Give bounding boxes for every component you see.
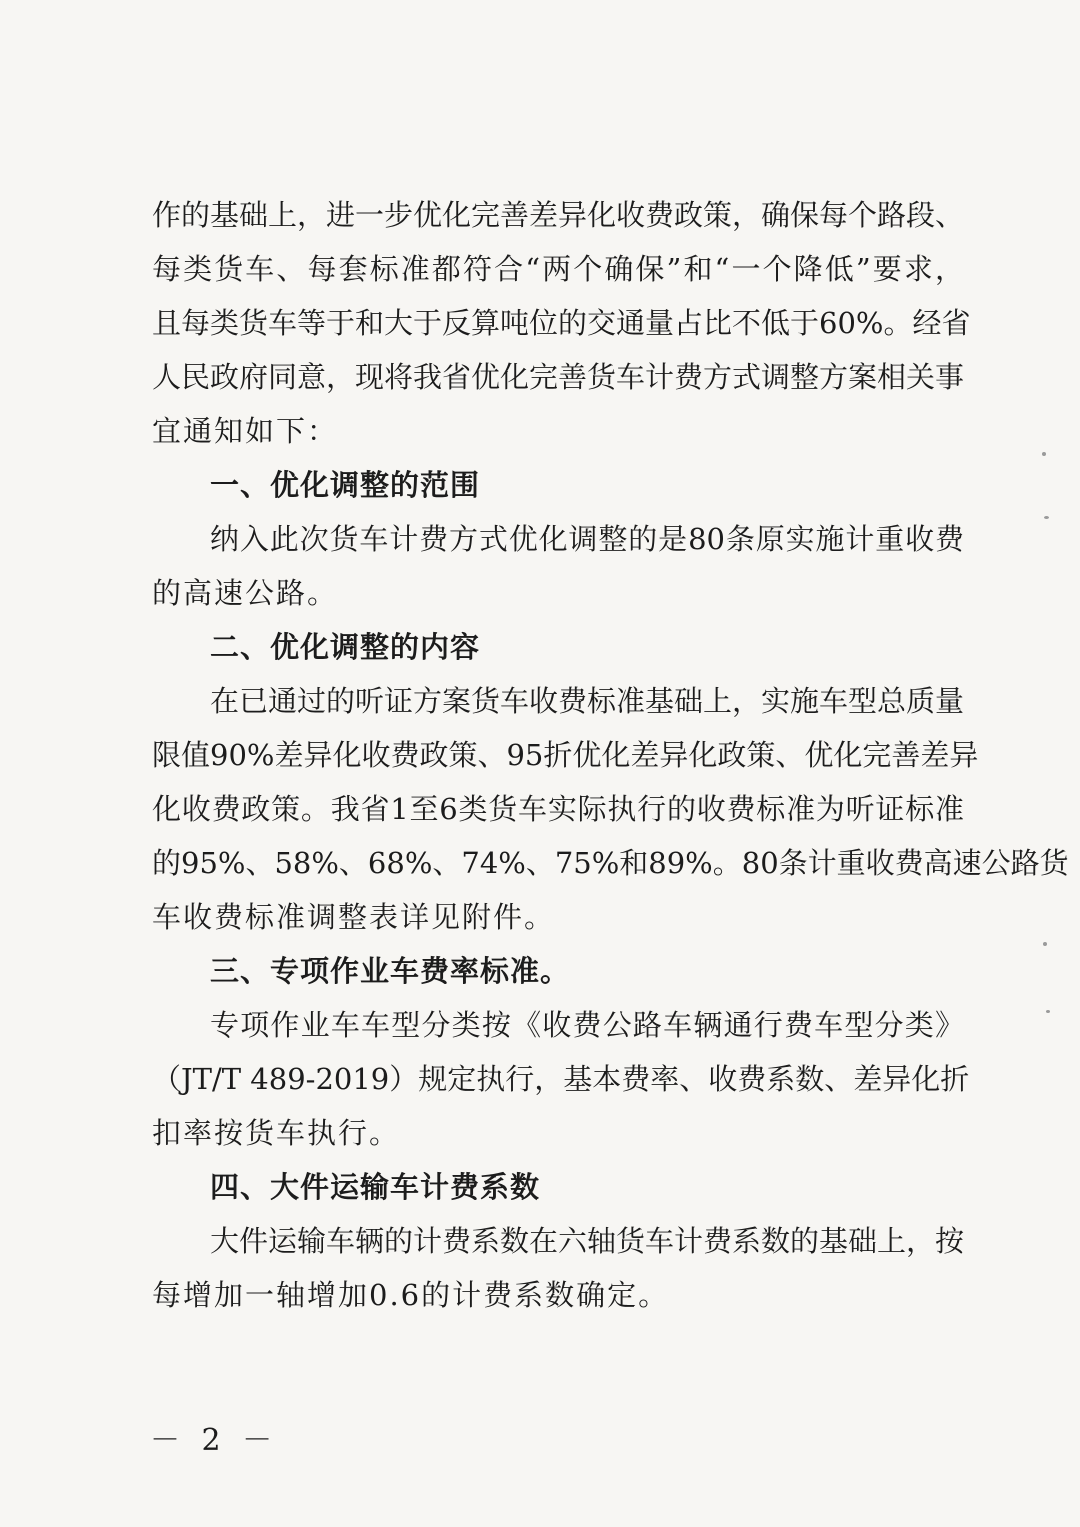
section-heading-3: 三、专项作业车费率标准。 (210, 954, 571, 988)
paragraph-line: 每类货车、每套标准都符合“两个确保”和“一个降低”要求， (152, 252, 964, 286)
document-body (152, 188, 1069, 1322)
page-number: － 2 － (150, 1423, 279, 1458)
paragraph-line: 且每类货车等于和大于反算吨位的交通量占比不低于60%。经省 (152, 306, 971, 340)
paragraph-line: （JT/T 489-2019）规定执行，基本费率、收费系数、差异化折 (152, 1062, 970, 1096)
paragraph-line: 专项作业车车型分类按《收费公路车辆通行费车型分类》 (210, 1008, 964, 1042)
paragraph-line: 纳入此次货车计费方式优化调整的是80条原实施计重收费 (210, 522, 964, 556)
paragraph-line: 的高速公路。 (152, 576, 339, 610)
paragraph-line: 限值90%差异化收费政策、95折优化差异化政策、优化完善差异 (152, 738, 979, 772)
section-heading-2: 二、优化调整的内容 (210, 630, 481, 664)
paragraph-line: 人民政府同意，现将我省优化完善货车计费方式调整方案相关事 (152, 360, 965, 394)
paragraph-line: 扣率按货车执行。 (152, 1116, 401, 1150)
paragraph-line: 作的基础上，进一步优化完善差异化收费政策，确保每个路段、 (152, 198, 965, 232)
paragraph-line: 大件运输车辆的计费系数在六轴货车计费系数的基础上，按 (210, 1224, 965, 1258)
scan-speck (1046, 1010, 1050, 1013)
section-heading-4: 四、大件运输车计费系数 (210, 1170, 541, 1204)
paragraph-line: 的95%、58%、68%、74%、75%和89%。80条计重收费高速公路货 (152, 846, 1069, 880)
section-heading-1: 一、优化调整的范围 (210, 468, 481, 502)
paragraph-line: 在已通过的听证方案货车收费标准基础上，实施车型总质量 (210, 684, 965, 718)
paragraph-line: 宜通知如下： (152, 414, 339, 448)
paragraph-line: 化收费政策。我省1至6类货车实际执行的收费标准为听证标准 (152, 792, 964, 826)
scan-speck (1042, 452, 1046, 456)
paragraph-line: 每增加一轴增加0.6的计费系数确定。 (152, 1278, 670, 1312)
paragraph-line: 车收费标准调整表详见附件。 (152, 900, 556, 934)
scan-speck (1043, 942, 1047, 946)
scan-speck (1044, 516, 1049, 519)
